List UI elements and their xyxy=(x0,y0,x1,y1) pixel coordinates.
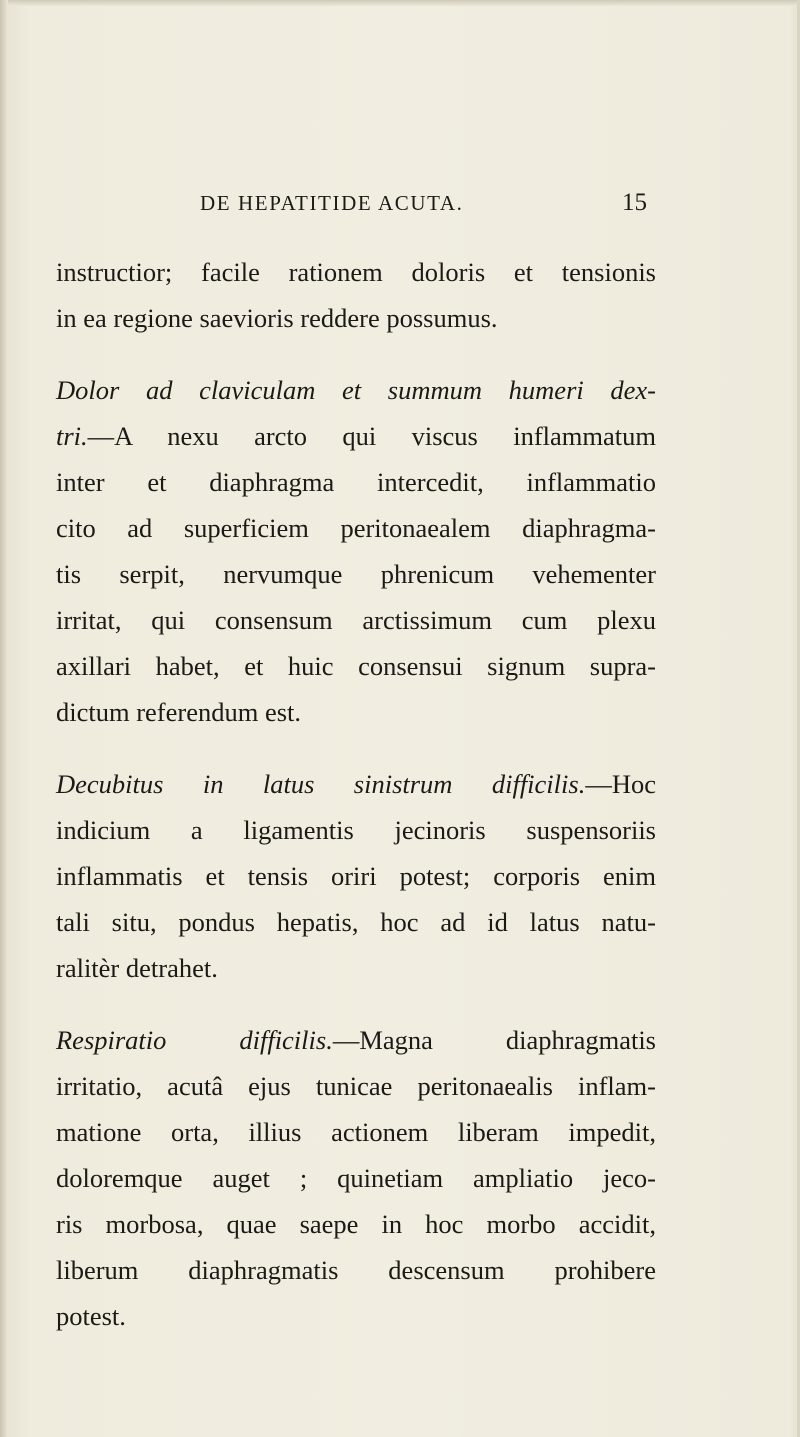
text-line xyxy=(56,413,656,459)
text-run: matione orta, illius actionem liberam impedit, xyxy=(56,1117,656,1147)
text-line xyxy=(56,1201,656,1247)
text-run: doloremque auget ; quinetiam ampliatio jeco- xyxy=(56,1163,656,1193)
text-run: —A nexu arcto qui viscus inflammatum xyxy=(87,421,656,451)
text-line xyxy=(56,551,656,597)
paragraph-gap xyxy=(56,341,656,367)
text-line xyxy=(56,945,656,991)
text-line xyxy=(56,899,656,945)
running-head xyxy=(0,191,800,221)
paragraph xyxy=(56,1017,656,1339)
text-line xyxy=(56,1247,656,1293)
text-run: tis serpit, nervumque phrenicum vehementer xyxy=(56,559,656,589)
text-line xyxy=(56,689,656,735)
paragraph-gap xyxy=(56,991,656,1017)
text-run: ris morbosa, quae saepe in hoc morbo accidit, xyxy=(56,1209,656,1239)
text-line xyxy=(56,1017,656,1063)
text-run: inter et diaphragma intercedit, inflammatio xyxy=(56,467,656,497)
text-line xyxy=(56,367,656,413)
text-run: potest. xyxy=(56,1301,126,1331)
italic-heading: Dolor ad claviculam et summum humeri dex- xyxy=(56,375,656,405)
text-run: liberum diaphragmatis descensum prohibere xyxy=(56,1255,656,1285)
text-line xyxy=(56,1063,656,1109)
text-line xyxy=(56,761,656,807)
paragraph xyxy=(56,761,656,991)
text-run: dictum referendum est. xyxy=(56,697,302,727)
text-run: —Magna diaphragmatis xyxy=(332,1025,656,1055)
text-run: inflammatis et tensis oriri potest; corporis enim xyxy=(56,861,656,891)
text-line xyxy=(56,1109,656,1155)
italic-heading: Decubitus in latus sinistrum difficilis. xyxy=(56,769,586,799)
paragraph xyxy=(56,367,656,735)
text-line xyxy=(56,249,656,295)
text-run: irritat, qui consensum arctissimum cum plexu xyxy=(56,605,656,635)
text-line xyxy=(56,1293,656,1339)
text-run: cito ad superficiem peritonaealem diaphragma- xyxy=(56,513,656,543)
text-line xyxy=(56,505,656,551)
text-line xyxy=(56,643,656,689)
page-number: 15 xyxy=(622,189,647,216)
text-run: irritatio, acutâ ejus tunicae peritonaealis inflam- xyxy=(56,1071,656,1101)
paragraph-gap xyxy=(56,735,656,761)
page-top-edge xyxy=(0,0,800,6)
text-run: ralitèr detrahet. xyxy=(56,953,218,983)
paragraph xyxy=(56,249,656,341)
text-line xyxy=(56,459,656,505)
text-run: instructior; facile rationem doloris et tensionis xyxy=(56,257,656,287)
text-line xyxy=(56,807,656,853)
italic-heading: Respiratio difficilis. xyxy=(56,1025,333,1055)
italic-heading: tri. xyxy=(56,421,88,451)
text-run: tali situ, pondus hepatis, hoc ad id latus natu- xyxy=(56,907,656,937)
text-run: axillari habet, et huic consensui signum supra- xyxy=(56,651,656,681)
text-run: —Hoc xyxy=(585,769,656,799)
text-line xyxy=(56,1155,656,1201)
text-run: in ea regione saevioris reddere possumus. xyxy=(56,303,498,333)
text-run: indicium a ligamentis jecinoris suspensoriis xyxy=(56,815,656,845)
text-line xyxy=(56,295,656,341)
text-line xyxy=(56,597,656,643)
body-text xyxy=(56,249,656,1339)
text-line xyxy=(56,853,656,899)
running-head-title: DE HEPATITIDE ACUTA. xyxy=(200,191,464,215)
